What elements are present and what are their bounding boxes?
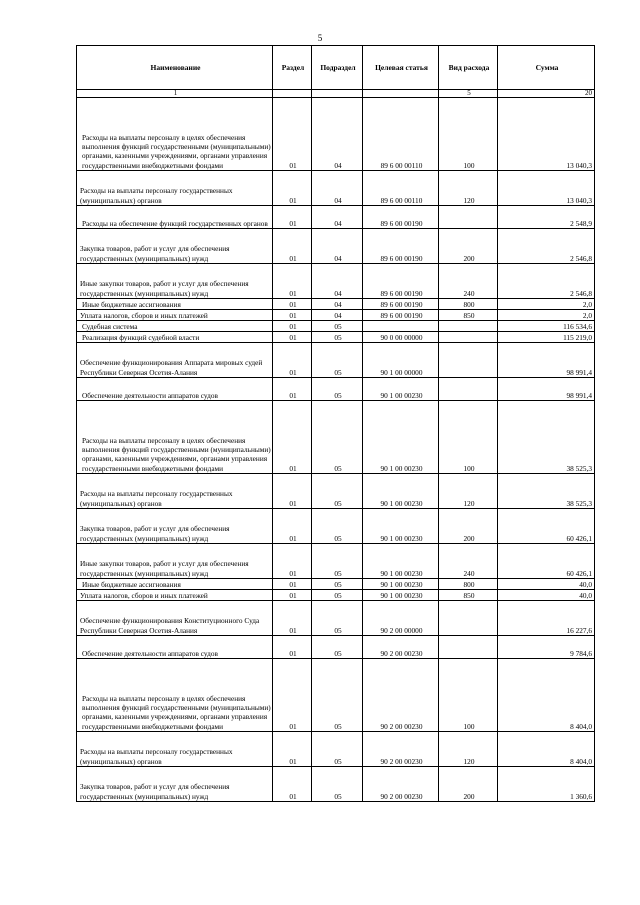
cell-section: 01	[273, 321, 312, 332]
table-row	[77, 332, 595, 343]
table-row	[77, 544, 595, 579]
cell-expense-type: 850	[439, 310, 498, 321]
index-cell: 20	[498, 90, 595, 98]
cell-name: Закупка товаров, работ и услуг для обеспечения государственных (муниципальных) нужд	[77, 509, 273, 544]
table-row	[77, 601, 595, 636]
cell-section: 01	[273, 659, 312, 732]
table-row	[77, 264, 595, 299]
table-row	[77, 509, 595, 544]
index-cell: 5	[439, 90, 498, 98]
table-row	[77, 767, 595, 802]
cell-name: Обеспечение функционирования Аппарата мировых судей Республики Северная Осетия-Алания	[77, 343, 273, 378]
cell-name: Обеспечение деятельности аппаратов судов	[77, 636, 273, 659]
cell-name: Расходы на обеспечение функций государственных органов	[77, 206, 273, 229]
cell-target: 90 1 00 00000	[363, 343, 439, 378]
cell-name: Иные бюджетные ассигнования	[77, 299, 273, 310]
cell-section: 01	[273, 767, 312, 802]
cell-section: 01	[273, 401, 312, 474]
table-row	[77, 171, 595, 206]
cell-section: 01	[273, 732, 312, 767]
cell-expense-type: 240	[439, 264, 498, 299]
cell-target: 90 1 00 00230	[363, 378, 439, 401]
cell-section: 01	[273, 601, 312, 636]
cell-section: 01	[273, 378, 312, 401]
cell-subsection: 04	[312, 98, 363, 171]
cell-subsection: 05	[312, 601, 363, 636]
cell-section: 01	[273, 579, 312, 590]
cell-expense-type: 200	[439, 229, 498, 264]
cell-expense-type: 850	[439, 590, 498, 601]
cell-expense-type: 100	[439, 401, 498, 474]
cell-expense-type	[439, 378, 498, 401]
cell-amount: 8 404,0	[498, 659, 595, 732]
cell-name: Расходы на выплаты персоналу в целях обеспечения выполнения функций государственными (муниципальными) органами, казенными учреждениями, органами управления государственными внебюджетными фондами	[77, 98, 273, 171]
table-row	[77, 206, 595, 229]
cell-target: 90 1 00 00230	[363, 509, 439, 544]
cell-target: 90 1 00 00230	[363, 474, 439, 509]
header-subsection: Подраздел	[312, 46, 363, 90]
cell-expense-type: 100	[439, 659, 498, 732]
cell-subsection: 05	[312, 378, 363, 401]
cell-subsection: 04	[312, 229, 363, 264]
cell-expense-type	[439, 321, 498, 332]
cell-section: 01	[273, 590, 312, 601]
cell-amount: 98 991,4	[498, 343, 595, 378]
cell-expense-type: 120	[439, 474, 498, 509]
header-section: Раздел	[273, 46, 312, 90]
cell-section: 01	[273, 310, 312, 321]
cell-target: 90 1 00 00230	[363, 401, 439, 474]
table-row	[77, 343, 595, 378]
cell-subsection: 05	[312, 659, 363, 732]
cell-expense-type	[439, 206, 498, 229]
cell-name: Расходы на выплаты персоналу в целях обеспечения выполнения функций государственными (муниципальными) органами, казенными учреждениями, органами управления государственными внебюджетными фондами	[77, 659, 273, 732]
index-cell	[273, 90, 312, 98]
cell-target: 90 1 00 00230	[363, 590, 439, 601]
table-row	[77, 732, 595, 767]
table-row	[77, 474, 595, 509]
cell-subsection: 05	[312, 544, 363, 579]
cell-expense-type: 100	[439, 98, 498, 171]
cell-target: 90 2 00 00000	[363, 601, 439, 636]
cell-target: 90 2 00 00230	[363, 636, 439, 659]
table-row	[77, 98, 595, 171]
cell-amount: 98 991,4	[498, 378, 595, 401]
cell-expense-type: 120	[439, 171, 498, 206]
cell-amount: 115 219,0	[498, 332, 595, 343]
cell-section: 01	[273, 544, 312, 579]
cell-subsection: 05	[312, 343, 363, 378]
cell-amount: 38 525,3	[498, 474, 595, 509]
header-amount: Сумма	[498, 46, 595, 90]
cell-section: 01	[273, 474, 312, 509]
cell-expense-type: 800	[439, 579, 498, 590]
cell-subsection: 04	[312, 310, 363, 321]
table-row	[77, 321, 595, 332]
cell-amount: 38 525,3	[498, 401, 595, 474]
cell-target: 90 0 00 00000	[363, 332, 439, 343]
cell-amount: 40,0	[498, 590, 595, 601]
cell-name: Закупка товаров, работ и услуг для обеспечения государственных (муниципальных) нужд	[77, 767, 273, 802]
cell-amount: 40,0	[498, 579, 595, 590]
header-name: Наименование	[77, 46, 273, 90]
table-header-row	[77, 46, 595, 90]
table-row	[77, 659, 595, 732]
cell-amount: 2,0	[498, 310, 595, 321]
cell-expense-type: 800	[439, 299, 498, 310]
cell-amount: 13 040,3	[498, 98, 595, 171]
cell-amount: 60 426,1	[498, 544, 595, 579]
index-cell: 1	[77, 90, 273, 98]
table-row	[77, 310, 595, 321]
cell-expense-type: 200	[439, 509, 498, 544]
cell-target: 89 6 00 00190	[363, 206, 439, 229]
cell-subsection: 04	[312, 264, 363, 299]
cell-subsection: 05	[312, 401, 363, 474]
cell-target: 90 1 00 00230	[363, 579, 439, 590]
cell-section: 01	[273, 332, 312, 343]
cell-target: 90 2 00 00230	[363, 732, 439, 767]
cell-subsection: 05	[312, 509, 363, 544]
cell-name: Расходы на выплаты персоналу государственных (муниципальных) органов	[77, 171, 273, 206]
cell-amount: 2 546,8	[498, 264, 595, 299]
cell-name: Обеспечение деятельности аппаратов судов	[77, 378, 273, 401]
cell-target: 89 6 00 00190	[363, 310, 439, 321]
cell-expense-type: 120	[439, 732, 498, 767]
cell-expense-type	[439, 343, 498, 378]
cell-name: Иные закупки товаров, работ и услуг для обеспечения государственных (муниципальных) нужд	[77, 544, 273, 579]
cell-amount: 8 404,0	[498, 732, 595, 767]
cell-target: 89 6 00 00190	[363, 229, 439, 264]
table-row	[77, 579, 595, 590]
index-cell	[363, 90, 439, 98]
cell-target: 89 6 00 00190	[363, 299, 439, 310]
cell-section: 01	[273, 299, 312, 310]
table-row	[77, 590, 595, 601]
cell-target	[363, 321, 439, 332]
header-target: Целевая статья	[363, 46, 439, 90]
cell-name: Уплата налогов, сборов и иных платежей	[77, 590, 273, 601]
table-row	[77, 636, 595, 659]
cell-amount: 1 360,6	[498, 767, 595, 802]
cell-expense-type: 200	[439, 767, 498, 802]
cell-section: 01	[273, 171, 312, 206]
table-row	[77, 299, 595, 310]
cell-name: Расходы на выплаты персоналу в целях обеспечения выполнения функций государственными (муниципальными) органами, казенными учреждениями, органами управления государственными внебюджетными фондами	[77, 401, 273, 474]
cell-amount: 2 548,9	[498, 206, 595, 229]
cell-name: Судебная система	[77, 321, 273, 332]
cell-name: Иные закупки товаров, работ и услуг для обеспечения государственных (муниципальных) нужд	[77, 264, 273, 299]
cell-amount: 16 227,6	[498, 601, 595, 636]
cell-subsection: 04	[312, 206, 363, 229]
cell-expense-type	[439, 332, 498, 343]
cell-amount: 13 040,3	[498, 171, 595, 206]
cell-name: Расходы на выплаты персоналу государственных (муниципальных) органов	[77, 732, 273, 767]
cell-target: 89 6 00 00110	[363, 98, 439, 171]
cell-expense-type: 240	[439, 544, 498, 579]
cell-name: Уплата налогов, сборов и иных платежей	[77, 310, 273, 321]
cell-amount: 2 546,8	[498, 229, 595, 264]
index-cell	[312, 90, 363, 98]
cell-subsection: 04	[312, 299, 363, 310]
cell-target: 89 6 00 00110	[363, 171, 439, 206]
table-row	[77, 229, 595, 264]
cell-name: Иные бюджетные ассигнования	[77, 579, 273, 590]
cell-target: 90 2 00 00230	[363, 659, 439, 732]
page-number: 5	[317, 33, 323, 43]
cell-section: 01	[273, 636, 312, 659]
cell-subsection: 05	[312, 767, 363, 802]
cell-subsection: 05	[312, 732, 363, 767]
table-row	[77, 401, 595, 474]
cell-name: Реализация функций судебной власти	[77, 332, 273, 343]
cell-subsection: 04	[312, 171, 363, 206]
budget-table	[76, 45, 595, 802]
table-row	[77, 378, 595, 401]
cell-amount: 9 784,6	[498, 636, 595, 659]
cell-section: 01	[273, 509, 312, 544]
cell-name: Закупка товаров, работ и услуг для обеспечения государственных (муниципальных) нужд	[77, 229, 273, 264]
cell-section: 01	[273, 229, 312, 264]
cell-subsection: 05	[312, 332, 363, 343]
cell-expense-type	[439, 636, 498, 659]
column-index-row	[77, 90, 595, 98]
cell-subsection: 05	[312, 579, 363, 590]
cell-expense-type	[439, 601, 498, 636]
cell-subsection: 05	[312, 590, 363, 601]
cell-subsection: 05	[312, 474, 363, 509]
cell-name: Расходы на выплаты персоналу государственных (муниципальных) органов	[77, 474, 273, 509]
cell-target: 90 1 00 00230	[363, 544, 439, 579]
cell-section: 01	[273, 98, 312, 171]
cell-subsection: 05	[312, 636, 363, 659]
cell-section: 01	[273, 206, 312, 229]
cell-target: 89 6 00 00190	[363, 264, 439, 299]
cell-amount: 60 426,1	[498, 509, 595, 544]
header-expense-type: Вид расхода	[439, 46, 498, 90]
cell-target: 90 2 00 00230	[363, 767, 439, 802]
cell-section: 01	[273, 343, 312, 378]
cell-subsection: 05	[312, 321, 363, 332]
cell-amount: 2,0	[498, 299, 595, 310]
cell-amount: 116 534,6	[498, 321, 595, 332]
cell-section: 01	[273, 264, 312, 299]
cell-name: Обеспечение функционирования Конституционного Суда Республики Северная Осетия-Алания	[77, 601, 273, 636]
